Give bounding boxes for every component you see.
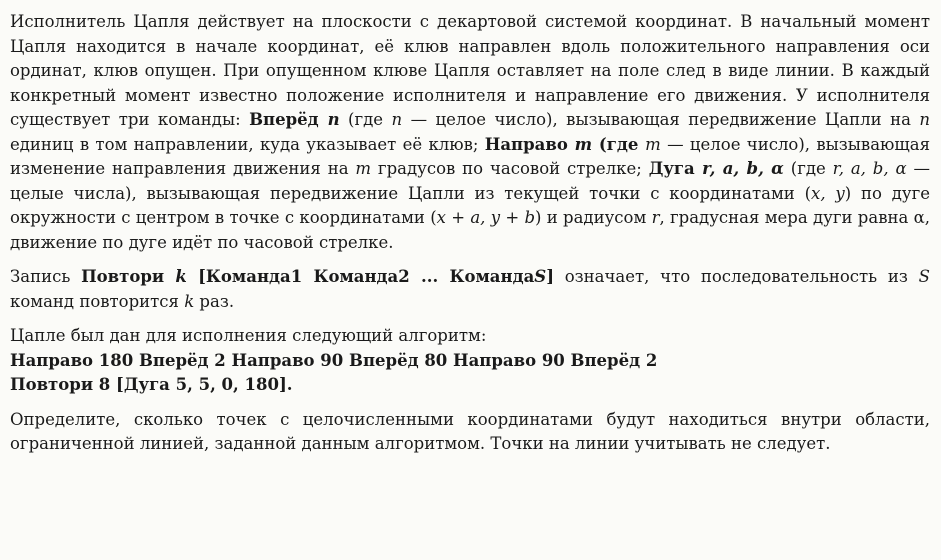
variable: x, y (811, 183, 845, 203)
variable: m (645, 134, 661, 154)
variable: S (534, 267, 547, 286)
variable: m (355, 159, 372, 178)
algorithm-line-2: Повтори 8 [Дуга 5, 5, 0, 180]. (10, 375, 293, 394)
problem-text (10, 10, 930, 457)
text-fragment: — целое число), вызывающая передвижение Цапли на (402, 110, 920, 129)
text-fragment: (где (339, 110, 392, 129)
variable: k (184, 291, 195, 311)
command-arc: Дуга (648, 159, 703, 178)
command-repeat: Повтори (81, 267, 176, 286)
text-fragment: (где (592, 134, 646, 154)
paragraph-algorithm (10, 324, 930, 398)
paragraph-repeat-syntax (10, 265, 930, 314)
command-arg: n (327, 110, 340, 129)
text-fragment: команд повторится (10, 291, 185, 311)
command-forward: Вперёд (249, 110, 328, 129)
text-fragment: — целые числа), вызывающая передвижение Цапли из текущей точки с координатами ( (10, 159, 930, 203)
variable: n (391, 110, 403, 129)
variable: n (919, 110, 930, 129)
variable: x + a, y + b (436, 208, 536, 227)
command-arg: m (574, 134, 593, 154)
text-fragment: (где (783, 159, 833, 178)
command-arg: r, a, b, α (702, 159, 784, 178)
paragraph-question (10, 408, 930, 457)
text-fragment: градусов по часовой стрелке; (371, 159, 649, 178)
variable: r (651, 208, 660, 227)
text-fragment: , градусная мера дуги равна α, движение по дуге идёт по часовой стрелке. (10, 208, 930, 252)
text-fragment: ] (546, 267, 554, 286)
text-fragment: Запись (10, 267, 82, 286)
text-fragment: означает, что последовательность из (554, 267, 919, 286)
text-fragment: Исполнитель Цапля действует на плоскости с декартовой системой координат. В начальный момент Цапля находится в начале координат, её клюв направлен вдоль положительного направления оси ординат, клюв опущен. При опущенном клюве Цапля оставляет на поле след в виде линии. В каждый конкретный момент известно положение исполнителя и направление его движения. У исполнителя существует три команды: (10, 12, 930, 129)
question-text: Определите, сколько точек с целочисленными координатами будут находиться внутри области, ограниченной линией, заданной данным алгоритмом. Точки на линии учитывать не следует. (10, 409, 930, 453)
text-fragment: [Команда1 Команда2 ... Команда (186, 267, 535, 286)
text-fragment: ) и радиусом (535, 208, 652, 227)
variable: r, a, b, α (832, 159, 907, 178)
text-fragment: — целое число), вызывающая изменение направления движения на (10, 134, 930, 178)
text-fragment: единиц в том направлении, куда указывает её клюв; (10, 134, 485, 154)
variable: k (175, 267, 187, 286)
variable: S (918, 267, 930, 286)
paragraph-description (10, 10, 930, 255)
algorithm-line-1: Направо 180 Вперёд 2 Направо 90 Вперёд 80 Направо 90 Вперёд 2 (10, 350, 658, 370)
algorithm-intro: Цапле был дан для исполнения следующий алгоритм: (10, 326, 487, 345)
command-right: Направо (484, 134, 575, 154)
text-fragment: ) по дуге окружности с центром в точке с координатами ( (10, 183, 930, 227)
text-fragment: раз. (194, 291, 235, 311)
